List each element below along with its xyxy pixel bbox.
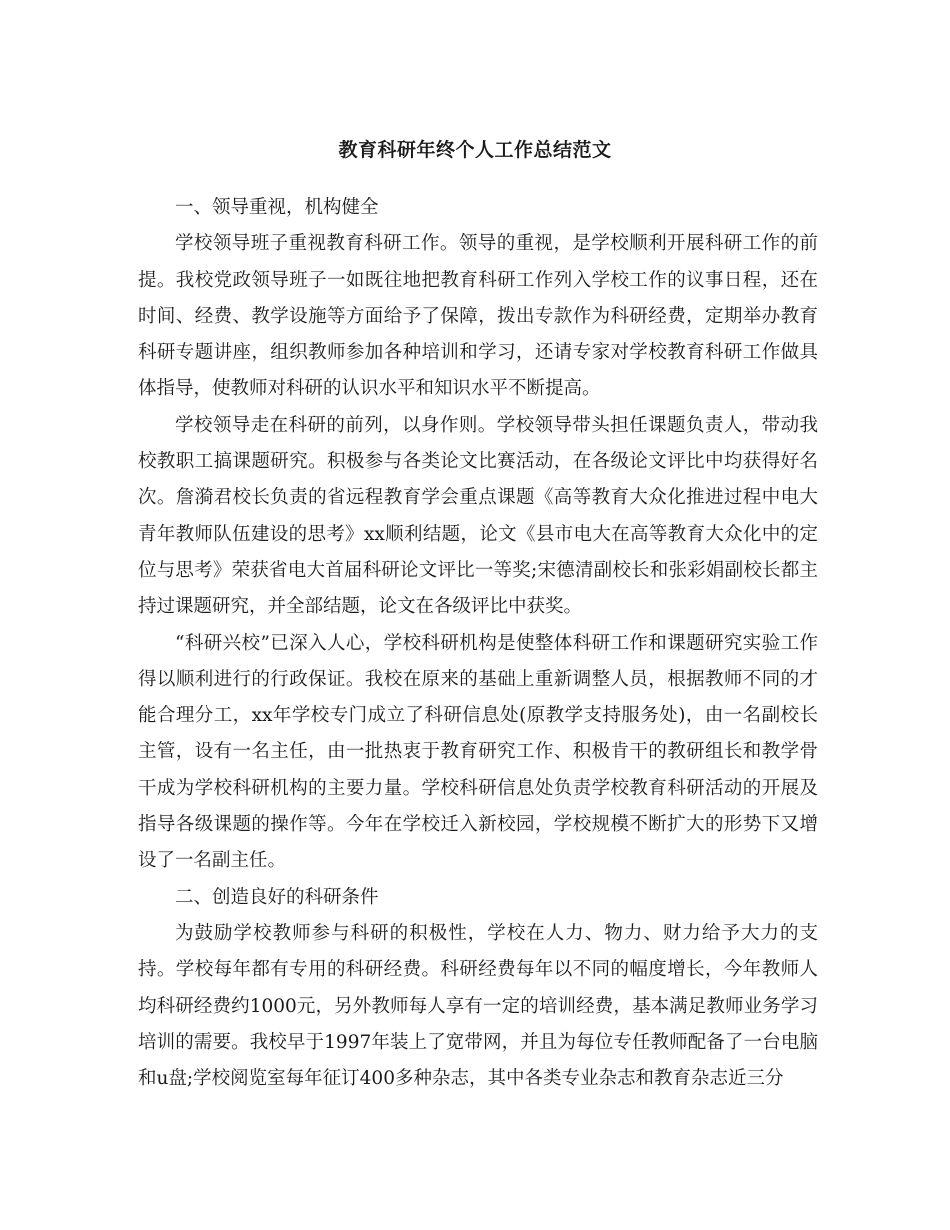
paragraph-3: “科研兴校”已深入人心，学校科研机构是使整体科研工作和课题研究实验工作得以顺利进行的行政保证。我校在原来的基础上重新调整人员，根据教师不同的才能合理分工，xx年学校专门成立了科研信息处(原教学支持服务处)，由一名副校长主管，设有一名主任，由一批热衷于教育研究工作、积极肯干的教研组长和教学骨干成为学校科研机构的主要力量。学校科研信息处负责学校教育科研活动的开展及指导各级课题的操作等。今年在学校迁入新校园，学校规模不断扩大的形势下又增设了一名副主任。: [138, 632, 818, 872]
paragraph-1: 学校领导班子重视教育科研工作。领导的重视，是学校顺利开展科研工作的前提。我校党政领导班子一如既往地把教育科研工作列入学校工作的议事日程，还在时间、经费、教学设施等方面给予了保障，拨出专款作为科研经费，定期举办教育科研专题讲座，组织教师参加各种培训和学习，还请专家对学校教育科研工作做具体指导，使教师对科研的认识水平和知识水平不断提高。: [138, 233, 818, 400]
paragraph-4: 为鼓励学校教师参与科研的积极性，学校在人力、物力、财力给予大力的支持。学校每年都有专用的科研经费。科研经费每年以不同的幅度增长，今年教师人均科研经费约1000元，另外教师每人享有一定的培训经费，基本满足教师业务学习培训的需要。我校早于1997年装上了宽带网，并且为每位专任教师配备了一台电脑和u盘;学校阅览室每年征订400多种杂志，其中各类专业杂志和教育杂志近三分: [138, 922, 818, 1090]
document-body: [138, 190, 818, 1097]
section-heading-2: 二、创造良好的科研条件: [175, 886, 379, 908]
document-title: 教育科研年终个人工作总结范文: [338, 138, 612, 161]
section-heading-1: 一、领导重视，机构健全: [175, 197, 379, 218]
paragraph-2: 学校领导走在科研的前列，以身作则。学校领导带头担任课题负责人，带动我校教职工搞课题研究。积极参与各类论文比赛活动，在各级论文评比中均获得好名次。詹漪君校长负责的省远程教育学会重点课题《高等教育大众化推进过程中电大青年教师队伍建设的思考》xx顺利结题，论文《县市电大在高等教育大众化中的定位与思考》荣获省电大首届科研论文评比一等奖;宋德清副校长和张彩娟副校长都主持过课题研究，并全部结题，论文在各级评比中获奖。: [138, 414, 818, 618]
